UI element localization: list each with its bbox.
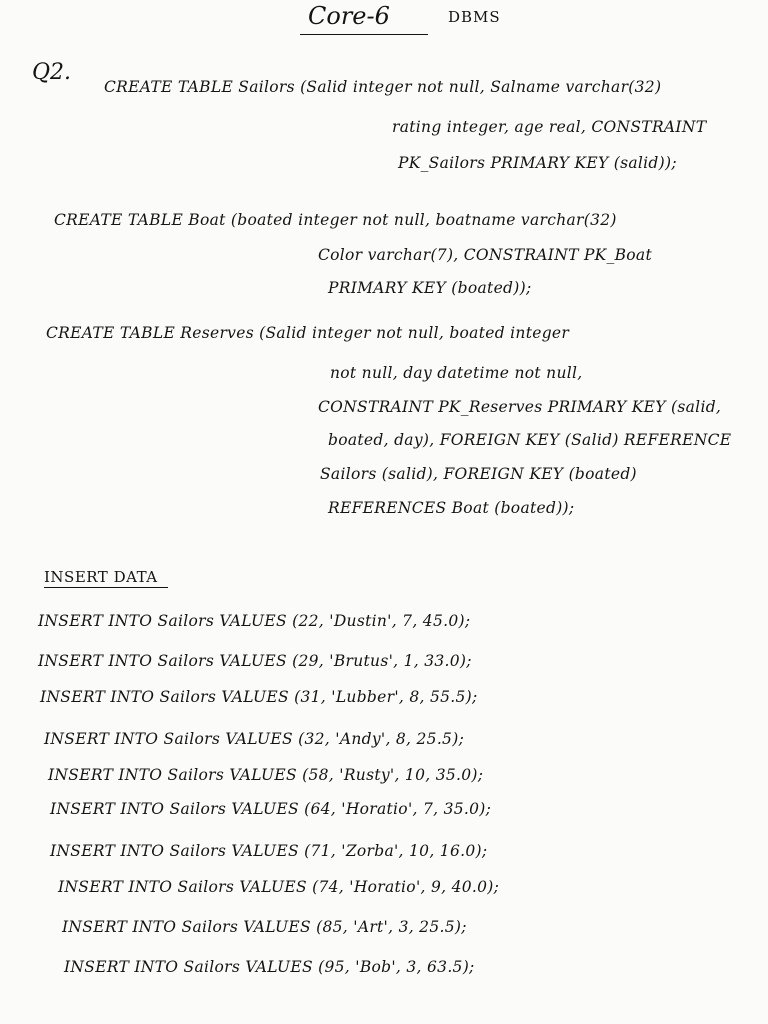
- insert-heading-underline: [44, 587, 168, 588]
- insert-line-7: INSERT INTO Sailors VALUES (71, 'Zorba', 10, 16.0);: [50, 842, 488, 860]
- insert-line-6: INSERT INTO Sailors VALUES (64, 'Horatio', 7, 35.0);: [50, 800, 492, 818]
- insert-line-9: INSERT INTO Sailors VALUES (85, 'Art', 3, 25.5);: [62, 918, 467, 936]
- insert-line-3: INSERT INTO Sailors VALUES (31, 'Lubber', 8, 55.5);: [40, 688, 478, 706]
- page-title: Core-6: [308, 2, 390, 30]
- insert-line-2: INSERT INTO Sailors VALUES (29, 'Brutus', 1, 33.0);: [38, 652, 472, 670]
- create-boat-line-1: CREATE TABLE Boat (boated integer not null, boatname varchar(32): [54, 211, 617, 229]
- insert-data-heading: INSERT DATA: [44, 568, 158, 586]
- create-reserves-line-1: CREATE TABLE Reserves (Salid integer not null, boated integer: [46, 324, 570, 342]
- question-label: Q2.: [32, 60, 72, 85]
- page-subtitle: DBMS: [448, 8, 501, 26]
- create-sailors-line-2: rating integer, age real, CONSTRAINT: [392, 118, 707, 136]
- insert-line-8: INSERT INTO Sailors VALUES (74, 'Horatio', 9, 40.0);: [58, 878, 500, 896]
- create-reserves-line-5: Sailors (salid), FOREIGN KEY (boated): [320, 465, 637, 483]
- create-sailors-line-1: CREATE TABLE Sailors (Salid integer not null, Salname varchar(32): [104, 78, 662, 96]
- create-boat-line-2: Color varchar(7), CONSTRAINT PK_Boat: [318, 246, 652, 264]
- create-sailors-line-3: PK_Sailors PRIMARY KEY (salid));: [398, 154, 677, 172]
- create-reserves-line-2: not null, day datetime not null,: [330, 364, 583, 382]
- title-underline: [300, 34, 428, 35]
- create-reserves-line-4: boated, day), FOREIGN KEY (Salid) REFERENCE: [328, 431, 732, 449]
- insert-line-10: INSERT INTO Sailors VALUES (95, 'Bob', 3, 63.5);: [64, 958, 475, 976]
- create-reserves-line-6: REFERENCES Boat (boated));: [328, 499, 575, 517]
- insert-line-5: INSERT INTO Sailors VALUES (58, 'Rusty', 10, 35.0);: [48, 766, 484, 784]
- create-reserves-line-3: CONSTRAINT PK_Reserves PRIMARY KEY (salid,: [318, 398, 722, 416]
- create-boat-line-3: PRIMARY KEY (boated));: [328, 279, 532, 297]
- insert-line-1: INSERT INTO Sailors VALUES (22, 'Dustin', 7, 45.0);: [38, 612, 471, 630]
- insert-line-4: INSERT INTO Sailors VALUES (32, 'Andy', 8, 25.5);: [44, 730, 465, 748]
